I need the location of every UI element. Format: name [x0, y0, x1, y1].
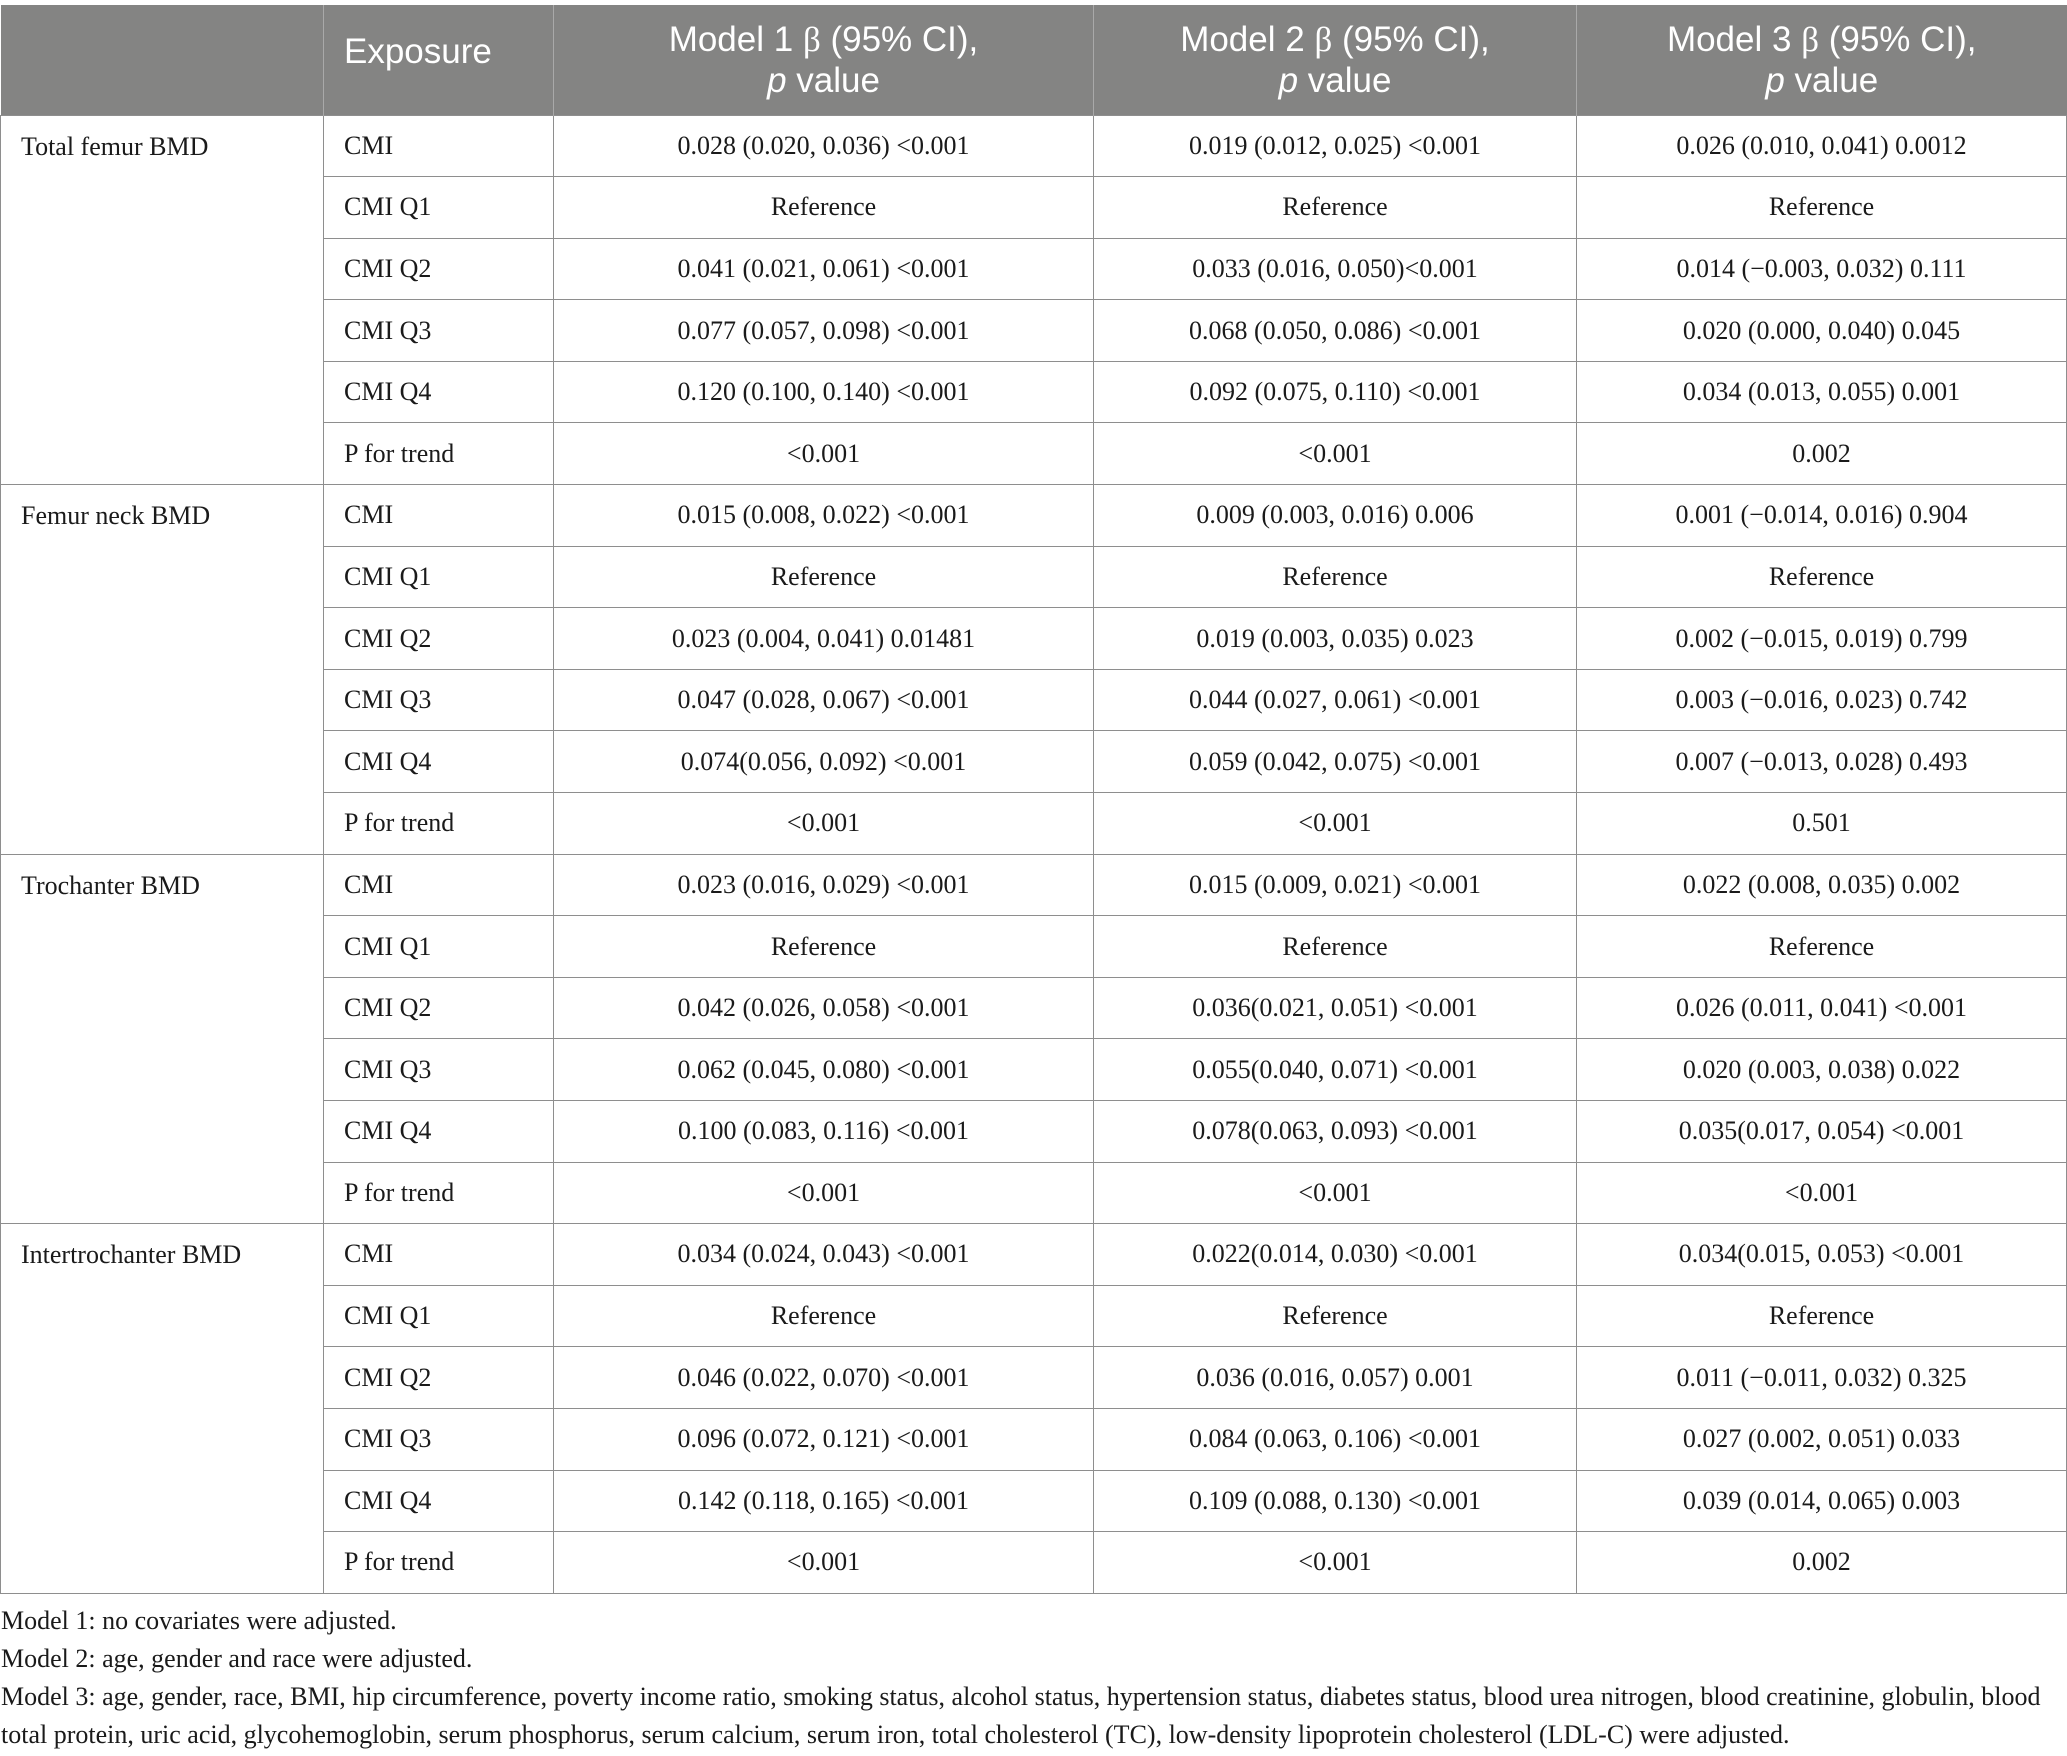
- model-1-cell: 0.046 (0.022, 0.070) <0.001: [554, 1347, 1094, 1409]
- model-1-cell: 0.120 (0.100, 0.140) <0.001: [554, 361, 1094, 423]
- exposure-cell: CMI Q2: [324, 1347, 554, 1409]
- model-3-cell: 0.014 (−0.003, 0.032) 0.111: [1577, 238, 2067, 300]
- model-2-cell: 0.019 (0.003, 0.035) 0.023: [1094, 608, 1577, 670]
- footnote-model-3: Model 3: age, gender, race, BMI, hip circumference, poverty income ratio, smoking status, alcohol status, hypertension status, diabetes status, blood urea nitrogen, blood creatinine, globulin, blood total protein, uric acid, glycohemoglobin, serum phosphorus, serum calcium, serum iron, total cholesterol (TC), low-density lipoprotein cholesterol (LDL-C) were adjusted.: [1, 1682, 2041, 1749]
- model-3-cell: Reference: [1577, 1285, 2067, 1347]
- header-model-1-name: Model 1: [668, 19, 803, 59]
- header-model-2-line1: [1180, 20, 1490, 59]
- header-model-2-line2: [1279, 61, 1392, 100]
- exposure-cell: P for trend: [324, 423, 554, 485]
- model-1-cell: <0.001: [554, 1532, 1094, 1594]
- model-2-cell: <0.001: [1094, 793, 1577, 855]
- header-model-3-line2: [1765, 61, 1878, 100]
- model-3-cell: 0.027 (0.002, 0.051) 0.033: [1577, 1408, 2067, 1470]
- model-1-cell: 0.047 (0.028, 0.067) <0.001: [554, 669, 1094, 731]
- model-3-cell: <0.001: [1577, 1162, 2067, 1224]
- table-row: [1, 854, 2067, 916]
- model-1-cell: 0.077 (0.057, 0.098) <0.001: [554, 300, 1094, 362]
- model-2-cell: 0.044 (0.027, 0.061) <0.001: [1094, 669, 1577, 731]
- model-3-cell: 0.002: [1577, 423, 2067, 485]
- model-3-cell: 0.034 (0.013, 0.055) 0.001: [1577, 361, 2067, 423]
- exposure-cell: CMI Q3: [324, 1039, 554, 1101]
- model-3-cell: 0.007 (−0.013, 0.028) 0.493: [1577, 731, 2067, 793]
- exposure-cell: CMI Q3: [324, 300, 554, 362]
- model-2-cell: <0.001: [1094, 1532, 1577, 1594]
- header-model-3-beta: β: [1801, 19, 1819, 59]
- exposure-cell: P for trend: [324, 793, 554, 855]
- header-model-1-value: value: [786, 60, 880, 100]
- exposure-cell: CMI Q1: [324, 546, 554, 608]
- header-model-2-value: value: [1298, 60, 1392, 100]
- exposure-cell: CMI: [324, 854, 554, 916]
- model-3-cell: 0.011 (−0.011, 0.032) 0.325: [1577, 1347, 2067, 1409]
- model-2-cell: <0.001: [1094, 1162, 1577, 1224]
- table-row: [1, 485, 2067, 547]
- model-2-cell: 0.036 (0.016, 0.057) 0.001: [1094, 1347, 1577, 1409]
- model-3-cell: 0.002 (−0.015, 0.019) 0.799: [1577, 608, 2067, 670]
- exposure-cell: P for trend: [324, 1532, 554, 1594]
- header-model-3-ci: (95% CI),: [1819, 19, 1977, 59]
- model-1-cell: 0.142 (0.118, 0.165) <0.001: [554, 1470, 1094, 1532]
- model-1-cell: <0.001: [554, 793, 1094, 855]
- model-1-cell: Reference: [554, 916, 1094, 978]
- model-2-cell: 0.078(0.063, 0.093) <0.001: [1094, 1101, 1577, 1163]
- model-2-cell: 0.019 (0.012, 0.025) <0.001: [1094, 115, 1577, 177]
- model-3-cell: 0.020 (0.003, 0.038) 0.022: [1577, 1039, 2067, 1101]
- model-1-cell: Reference: [554, 1285, 1094, 1347]
- model-3-cell: 0.501: [1577, 793, 2067, 855]
- model-2-cell: 0.015 (0.009, 0.021) <0.001: [1094, 854, 1577, 916]
- model-2-cell: Reference: [1094, 1285, 1577, 1347]
- model-1-cell: <0.001: [554, 1162, 1094, 1224]
- footnote-model-1: Model 1: no covariates were adjusted.: [1, 1606, 397, 1635]
- model-1-cell: 0.028 (0.020, 0.036) <0.001: [554, 115, 1094, 177]
- header-model-3: [1577, 5, 2067, 115]
- group-label-intertrochanter-bmd: Intertrochanter BMD: [1, 1224, 324, 1594]
- model-2-cell: 0.033 (0.016, 0.050)<0.001: [1094, 238, 1577, 300]
- model-3-cell: 0.001 (−0.014, 0.016) 0.904: [1577, 485, 2067, 547]
- exposure-cell: CMI Q4: [324, 361, 554, 423]
- model-3-cell: 0.035(0.017, 0.054) <0.001: [1577, 1101, 2067, 1163]
- model-3-cell: 0.039 (0.014, 0.065) 0.003: [1577, 1470, 2067, 1532]
- group-label-femur-neck-bmd: Femur neck BMD: [1, 485, 324, 855]
- exposure-cell: CMI Q4: [324, 731, 554, 793]
- model-1-cell: 0.015 (0.008, 0.022) <0.001: [554, 485, 1094, 547]
- exposure-cell: CMI Q1: [324, 1285, 554, 1347]
- model-1-cell: 0.034 (0.024, 0.043) <0.001: [554, 1224, 1094, 1286]
- model-1-cell: 0.096 (0.072, 0.121) <0.001: [554, 1408, 1094, 1470]
- model-3-cell: Reference: [1577, 546, 2067, 608]
- header-model-2: [1094, 5, 1577, 115]
- model-2-cell: 0.036(0.021, 0.051) <0.001: [1094, 977, 1577, 1039]
- model-2-cell: 0.092 (0.075, 0.110) <0.001: [1094, 361, 1577, 423]
- model-3-cell: 0.022 (0.008, 0.035) 0.002: [1577, 854, 2067, 916]
- model-1-cell: Reference: [554, 177, 1094, 239]
- model-1-cell: 0.100 (0.083, 0.116) <0.001: [554, 1101, 1094, 1163]
- table-body: [1, 115, 2067, 1593]
- header-model-2-name: Model 2: [1180, 19, 1315, 59]
- table-row: [1, 115, 2067, 177]
- model-1-cell: 0.042 (0.026, 0.058) <0.001: [554, 977, 1094, 1039]
- header-model-3-p: p: [1765, 60, 1785, 100]
- model-2-cell: Reference: [1094, 916, 1577, 978]
- exposure-cell: P for trend: [324, 1162, 554, 1224]
- exposure-cell: CMI: [324, 115, 554, 177]
- model-3-cell: 0.020 (0.000, 0.040) 0.045: [1577, 300, 2067, 362]
- exposure-cell: CMI Q2: [324, 977, 554, 1039]
- group-label-trochanter-bmd: Trochanter BMD: [1, 854, 324, 1224]
- model-2-cell: Reference: [1094, 177, 1577, 239]
- exposure-cell: CMI Q3: [324, 669, 554, 731]
- exposure-cell: CMI: [324, 485, 554, 547]
- model-3-cell: 0.002: [1577, 1532, 2067, 1594]
- header-row: [1, 5, 2067, 115]
- header-model-3-name: Model 3: [1666, 19, 1802, 59]
- header-model-2-ci: (95% CI),: [1332, 19, 1490, 59]
- exposure-cell: CMI Q2: [324, 238, 554, 300]
- model-2-cell: 0.109 (0.088, 0.130) <0.001: [1094, 1470, 1577, 1532]
- model-2-cell: 0.055(0.040, 0.071) <0.001: [1094, 1039, 1577, 1101]
- header-model-3-line1: [1667, 20, 1977, 59]
- header-model-2-p: p: [1278, 60, 1299, 100]
- model-3-cell: 0.026 (0.010, 0.041) 0.0012: [1577, 115, 2067, 177]
- header-model-1: [554, 5, 1094, 115]
- exposure-cell: CMI Q1: [324, 177, 554, 239]
- model-1-cell: 0.074(0.056, 0.092) <0.001: [554, 731, 1094, 793]
- table-footnotes: [1, 1602, 2061, 1754]
- exposure-cell: CMI Q2: [324, 608, 554, 670]
- model-2-cell: 0.059 (0.042, 0.075) <0.001: [1094, 731, 1577, 793]
- model-1-cell: 0.062 (0.045, 0.080) <0.001: [554, 1039, 1094, 1101]
- model-3-cell: Reference: [1577, 916, 2067, 978]
- exposure-cell: CMI Q1: [324, 916, 554, 978]
- model-3-cell: 0.034(0.015, 0.053) <0.001: [1577, 1224, 2067, 1286]
- table-row: [1, 1224, 2067, 1286]
- results-table: [0, 5, 2067, 1594]
- model-2-cell: 0.022(0.014, 0.030) <0.001: [1094, 1224, 1577, 1286]
- model-1-cell: <0.001: [554, 423, 1094, 485]
- model-1-cell: 0.023 (0.004, 0.041) 0.01481: [554, 608, 1094, 670]
- header-model-1-ci: (95% CI),: [820, 19, 979, 59]
- model-2-cell: 0.068 (0.050, 0.086) <0.001: [1094, 300, 1577, 362]
- header-model-2-beta: β: [1314, 19, 1333, 59]
- header-model-1-line1: [669, 20, 979, 59]
- header-model-1-beta: β: [802, 19, 821, 59]
- header-model-1-line2: [767, 61, 880, 100]
- model-2-cell: 0.009 (0.003, 0.016) 0.006: [1094, 485, 1577, 547]
- model-1-cell: 0.041 (0.021, 0.061) <0.001: [554, 238, 1094, 300]
- model-1-cell: 0.023 (0.016, 0.029) <0.001: [554, 854, 1094, 916]
- header-model-3-value: value: [1784, 60, 1879, 100]
- model-3-cell: 0.003 (−0.016, 0.023) 0.742: [1577, 669, 2067, 731]
- model-2-cell: Reference: [1094, 546, 1577, 608]
- model-3-cell: 0.026 (0.011, 0.041) <0.001: [1577, 977, 2067, 1039]
- model-3-cell: Reference: [1577, 177, 2067, 239]
- table-header: [1, 5, 2067, 115]
- footnote-model-2: Model 2: age, gender and race were adjusted.: [1, 1644, 473, 1673]
- exposure-cell: CMI Q4: [324, 1101, 554, 1163]
- header-exposure: Exposure: [324, 5, 554, 115]
- model-2-cell: 0.084 (0.063, 0.106) <0.001: [1094, 1408, 1577, 1470]
- exposure-cell: CMI Q3: [324, 1408, 554, 1470]
- group-label-total-femur-bmd: Total femur BMD: [1, 115, 324, 485]
- header-model-1-p: p: [767, 60, 787, 100]
- exposure-cell: CMI Q4: [324, 1470, 554, 1532]
- header-group-cell: [1, 5, 324, 115]
- model-2-cell: <0.001: [1094, 423, 1577, 485]
- exposure-cell: CMI: [324, 1224, 554, 1286]
- results-table-container: [0, 5, 2067, 1594]
- model-1-cell: Reference: [554, 546, 1094, 608]
